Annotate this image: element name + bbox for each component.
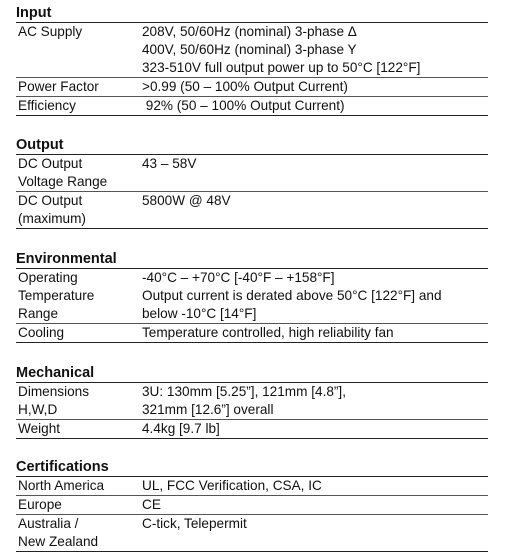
spec-label-line: North America [18,478,105,493]
spec-value [142,269,488,323]
spec-value-line: 321mm [12.6”] overall [142,402,274,417]
spec-label-line: Weight [18,421,61,436]
spec-value [142,324,488,342]
spec-label [16,477,142,495]
spec-label-line: Temperature [18,288,95,303]
spec-value-line: 43 – 58V [142,156,197,171]
spec-value [142,192,488,228]
section-title-input: Input [16,5,52,21]
section-title-mechanical: Mechanical [16,365,95,381]
spec-label-line: AC Supply [18,24,83,39]
spec-label-line: Australia / [18,516,79,531]
spec-value-line: 3U: 130mm [5.25”], 121mm [4.8”], [142,384,346,399]
section-output [16,136,488,229]
spec-label-line: H,W,D [18,402,58,417]
spec-label [16,324,142,342]
spec-value-line: Output current is derated above 50°C [122°F] and [142,288,442,303]
spec-label [16,515,142,551]
spec-row-efficiency [16,97,488,116]
spec-row-north-america [16,477,488,496]
spec-label-line: Power Factor [18,79,99,94]
spec-label [16,269,142,323]
spec-value-line: 208V, 50/60Hz (nominal) 3-phase Δ [142,24,357,39]
spec-label-line: Voltage Range [18,174,108,189]
spec-row-dimensions [16,383,488,420]
spec-label [16,420,142,438]
section-title-certifications: Certifications [16,459,109,475]
section-input [16,4,488,116]
spec-value-line: -40°C – +70°C [-40°F – +158°F] [142,270,335,285]
spec-value-line: 323-510V full output power up to 50°C [122°F] [142,60,421,75]
spec-row-dc-output-maximum [16,192,488,229]
spec-value-line: >0.99 (50 – 100% Output Current) [142,79,348,94]
spec-label [16,192,142,228]
spec-value [142,97,488,115]
spec-value-line: C-tick, Telepermit [142,516,247,531]
spec-label-line: Dimensions [18,384,90,399]
spec-value [142,155,488,191]
spec-label [16,78,142,96]
spec-label [16,155,142,191]
spec-label-line: Range [18,306,59,321]
section-title-environmental: Environmental [16,251,117,267]
spec-value-line: Temperature controlled, high reliability fan [142,325,394,340]
spec-row-dc-output-voltage-range [16,155,488,192]
spec-label-line: (maximum) [18,211,86,226]
section-environmental [16,250,488,343]
spec-label [16,383,142,419]
spec-value-line: 5800W @ 48V [142,193,231,208]
spec-row-operating-temperature [16,269,488,324]
spec-row-europe [16,496,488,515]
spec-value [142,23,488,77]
spec-value-line: below -10°C [14°F] [142,306,257,321]
spec-label-line: Europe [18,497,62,512]
section-mechanical [16,364,488,439]
spec-value [142,515,488,551]
section-certifications [16,458,488,552]
spec-label-line: Efficiency [18,98,76,113]
spec-row-weight [16,420,488,439]
section-title-output: Output [16,137,64,153]
spec-value [142,420,488,438]
spec-value [142,78,488,96]
spec-label-line: New Zealand [18,534,99,549]
spec-label [16,97,142,115]
spec-row-australia-new-zealand [16,515,488,552]
spec-row-cooling [16,324,488,343]
spec-label-line: DC Output [18,193,83,208]
spec-label-line: DC Output [18,156,83,171]
spec-value-line: UL, FCC Verification, CSA, IC [142,478,322,493]
spec-label-line: Cooling [18,325,65,340]
spec-value [142,496,488,514]
spec-value [142,477,488,495]
spec-value-line: 92% (50 – 100% Output Current) [142,98,345,113]
spec-label [16,496,142,514]
spec-row-power-factor [16,78,488,97]
spec-value-line: 400V, 50/60Hz (nominal) 3-phase Y [142,42,357,57]
spec-row-ac-supply [16,23,488,78]
spec-value-line: 4.4kg [9.7 lb] [142,421,220,436]
spec-label-line: Operating [18,270,78,285]
spec-value [142,383,488,419]
spec-value-line: CE [142,497,161,512]
spec-label [16,23,142,77]
